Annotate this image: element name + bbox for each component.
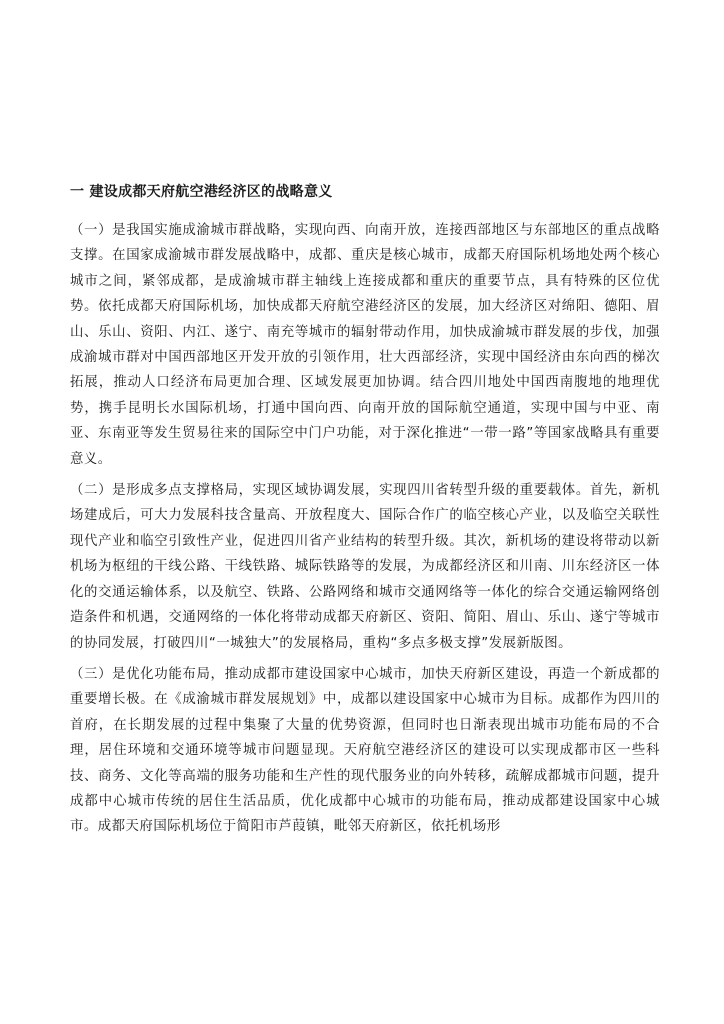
- paragraph-2: （二）是形成多点支撑格局，实现区域协调发展，实现四川省转型升级的重要载体。首先，新机场建成后，可大力发展科技含量高、开放程度大、国际合作广的临空核心产业，以及临空关联性现代产业和临空引致性产业，促进四川省产业结构的转型升级。其次，新机场的建设将带动以新机场为枢纽的干线公路、干线铁路、城际铁路等的发展，为成都经济区和川南、川东经济区一体化的交通运输体系，以及航空、铁路、公路网络和城市交通网络等一体化的综合交通运输网络创造条件和机遇，交通网络的一体化将带动成都天府新区、资阳、简阳、眉山、乐山、遂宁等城市的协同发展，打破四川“一城独大”的发展格局，重构“多点多极支撑”发展新版图。: [70, 483, 660, 651]
- paragraph-3: （三）是优化功能布局，推动成都市建设国家中心城市，加快天府新区建设，再造一个新成都的重要增长极。在《成渝城市群发展规划》中，成都以建设国家中心城市为目标。成都作为四川的首府，在长期发展的过程中集聚了大量的优势资源，但同时也日渐表现出城市功能布局的不合理，居住环境和交通环境等城市问题显现。天府航空港经济区的建设可以实现成都市区一些科技、商务、文化等高端的服务功能和生产性的现代服务业的向外转移，疏解成都城市问题，提升成都中心城市传统的居住生活品质，优化成都中心城市的功能布局，推动成都建设国家中心城市。成都天府国际机场位于简阳市芦葭镇，毗邻天府新区，依托机场形: [70, 666, 660, 835]
- document-body: [70, 182, 660, 846]
- section-heading: 一 建设成都天府航空港经济区的战略意义: [70, 184, 333, 200]
- paragraph-1: （一）是我国实施成渝城市群战略，实现向西、向南开放，连接西部地区与东部地区的重点战略支撑。在国家成渝城市群发展战略中，成都、重庆是核心城市，成都天府国际机场地处两个核心城市之间，紧邻成都，是成渝城市群主轴线上连接成都和重庆的重要节点，具有特殊的区位优势。依托成都天府国际机场，加快成都天府航空港经济区的发展，加大经济区对绵阳、德阳、眉山、乐山、资阳、内江、遂宁、南充等城市的辐射带动作用，加快成渝城市群发展的步伐，加强成渝城市群对中国西部地区开发开放的引领作用，壮大西部经济，实现中国经济由东向西的梯次拓展，推动人口经济布局更加合理、区域发展更加协调。结合四川地处中国西南腹地的地理优势，携手昆明长水国际机场，打通中国向西、向南开放的国际航空通道，实现中国与中亚、南亚、东南亚等发生贸易往来的国际空中门户功能，对于深化推进“一带一路”等国家战略具有重要意义。: [70, 223, 660, 467]
